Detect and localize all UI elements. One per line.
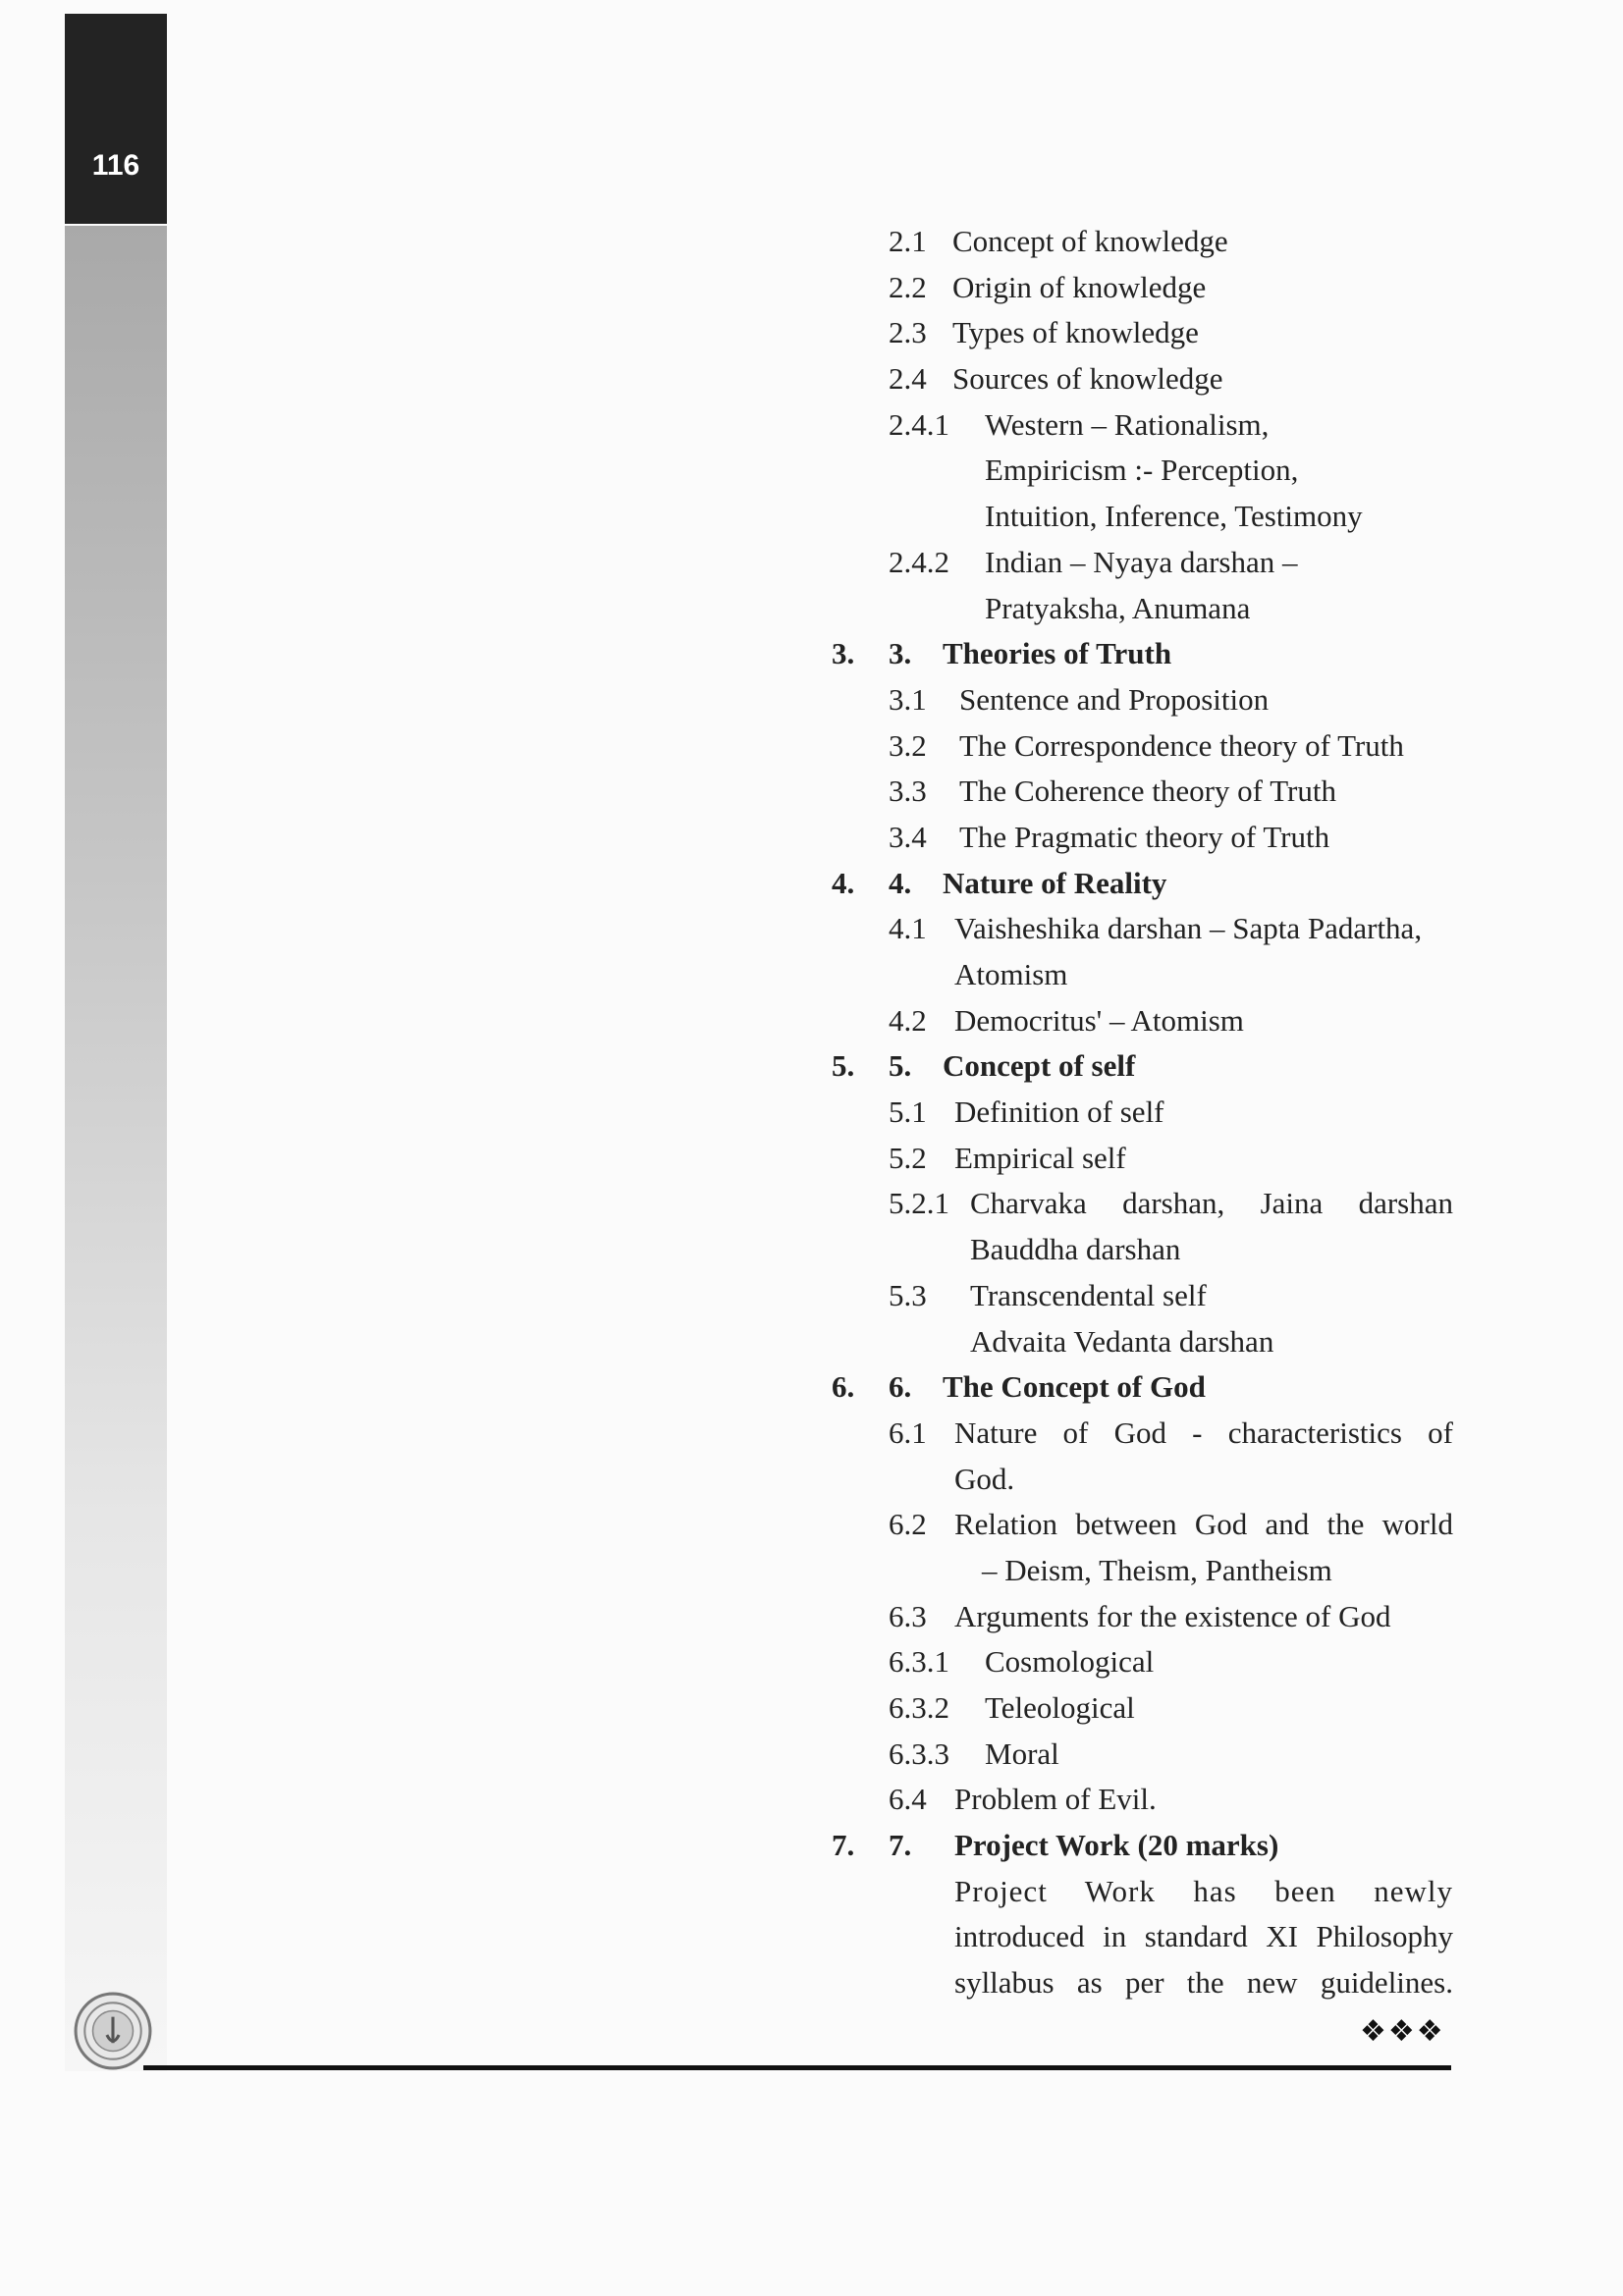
outer-number: 7.	[832, 1828, 855, 1863]
section-number: 3.	[889, 636, 912, 671]
section-number: 4.	[889, 865, 912, 900]
item-number: 5.2.1	[889, 1186, 949, 1221]
outer-number: 5.	[832, 1048, 855, 1084]
paragraph-line	[825, 1914, 1453, 1960]
list-item	[825, 1273, 1453, 1319]
syllabus-list	[825, 219, 1453, 2006]
item-text: Transcendental self	[970, 1277, 1207, 1312]
item-text: Arguments for the existence of God	[954, 1598, 1391, 1633]
section-title: The Concept of God	[943, 1369, 1206, 1405]
list-item	[825, 219, 1453, 265]
section-title: Project Work (20 marks)	[954, 1828, 1279, 1863]
item-text: God.	[954, 1461, 1015, 1496]
list-item	[825, 1411, 1453, 1457]
page-number: 116	[91, 149, 140, 182]
section-number: 7.	[889, 1828, 912, 1863]
section-heading	[825, 1364, 1453, 1411]
item-text: – Deism, Theism, Pantheism	[982, 1552, 1332, 1587]
section-title: Theories of Truth	[943, 636, 1172, 671]
outer-number: 3.	[832, 636, 855, 671]
end-ornament: ❖❖❖	[1360, 2014, 1445, 2049]
item-number: 4.1	[889, 911, 927, 946]
item-text: Cosmological	[985, 1644, 1155, 1680]
list-item-continuation	[825, 1227, 1453, 1273]
item-number: 3.3	[889, 774, 927, 809]
emblem-seal-icon	[73, 1991, 153, 2071]
list-item	[825, 1685, 1453, 1732]
item-number: 5.2	[889, 1140, 927, 1175]
section-heading	[825, 1823, 1453, 1869]
item-text: Atomism	[954, 957, 1068, 991]
item-number: 2.3	[889, 315, 927, 350]
item-text: Empirical self	[954, 1140, 1126, 1175]
list-item	[825, 998, 1453, 1044]
list-item	[825, 1777, 1453, 1823]
list-item	[825, 310, 1453, 356]
item-text: Sources of knowledge	[952, 361, 1223, 397]
list-item	[825, 769, 1453, 815]
item-text: Democritus' – Atomism	[954, 1002, 1244, 1038]
item-text: The Correspondence theory of Truth	[959, 727, 1404, 763]
item-number: 6.3.2	[889, 1690, 949, 1725]
section-title: Nature of Reality	[943, 865, 1167, 900]
section-title: Concept of self	[943, 1048, 1136, 1084]
item-number: 2.2	[889, 269, 927, 304]
item-text: Nature of God - characteristics of	[954, 1415, 1453, 1450]
item-number: 6.1	[889, 1415, 927, 1450]
item-text: Vaisheshika darshan – Sapta Padartha,	[954, 911, 1423, 946]
list-item	[825, 1732, 1453, 1778]
list-item	[825, 540, 1453, 586]
paragraph-text: Project Work has been newly	[954, 1873, 1453, 1908]
paragraph-text: introduced in standard XI Philosophy	[954, 1919, 1453, 1954]
item-text: Intuition, Inference, Testimony	[985, 499, 1363, 534]
item-text: Sentence and Proposition	[959, 681, 1270, 717]
list-item-continuation	[825, 586, 1453, 632]
list-item	[825, 265, 1453, 311]
item-text: Concept of knowledge	[952, 224, 1228, 258]
item-number: 3.2	[889, 727, 927, 763]
list-item-continuation	[825, 1457, 1453, 1503]
paragraph-text: syllabus as per the new guidelines.	[954, 1965, 1453, 2001]
item-text: Empiricism :- Perception,	[985, 453, 1299, 488]
list-item-continuation	[825, 1319, 1453, 1365]
item-number: 6.3	[889, 1598, 927, 1633]
list-item-continuation	[825, 494, 1453, 540]
item-number: 5.1	[889, 1095, 927, 1130]
section-heading	[825, 1043, 1453, 1090]
list-item	[825, 356, 1453, 402]
item-number: 3.4	[889, 819, 927, 854]
list-item	[825, 402, 1453, 449]
item-number: 6.3.1	[889, 1644, 949, 1680]
item-text: Types of knowledge	[952, 315, 1199, 350]
list-item	[825, 1639, 1453, 1685]
list-item	[825, 723, 1453, 770]
item-number: 4.2	[889, 1002, 927, 1038]
list-item	[825, 1136, 1453, 1182]
item-text: Advaita Vedanta darshan	[970, 1323, 1274, 1359]
item-text: Pratyaksha, Anumana	[985, 590, 1251, 625]
list-item-continuation	[825, 448, 1453, 494]
bottom-rule	[143, 2065, 1451, 2070]
section-number: 5.	[889, 1048, 912, 1084]
section-number: 6.	[889, 1369, 912, 1405]
item-text: The Pragmatic theory of Truth	[959, 819, 1330, 854]
item-number: 6.3.3	[889, 1735, 949, 1771]
list-item	[825, 1594, 1453, 1640]
item-text: Definition of self	[954, 1095, 1164, 1130]
item-text: Indian – Nyaya darshan –	[985, 544, 1298, 579]
item-text: Teleological	[985, 1690, 1135, 1725]
item-number: 5.3	[889, 1277, 927, 1312]
item-text: Charvaka darshan, Jaina darshan	[970, 1186, 1453, 1221]
item-number: 2.4.1	[889, 406, 949, 442]
list-item	[825, 1090, 1453, 1136]
list-item	[825, 815, 1453, 861]
section-heading	[825, 861, 1453, 907]
paragraph-line	[825, 1869, 1453, 1915]
list-item	[825, 1502, 1453, 1548]
outer-number: 4.	[832, 865, 855, 900]
item-number: 6.2	[889, 1507, 927, 1542]
item-number: 6.4	[889, 1782, 927, 1817]
side-gradient-band	[65, 226, 167, 2071]
item-text: The Coherence theory of Truth	[959, 774, 1336, 809]
page-number-tab	[65, 14, 167, 224]
outer-number: 6.	[832, 1369, 855, 1405]
list-item-continuation	[825, 952, 1453, 998]
item-text: Origin of knowledge	[952, 269, 1207, 304]
item-number: 3.1	[889, 681, 927, 717]
item-number: 2.1	[889, 224, 927, 258]
item-number: 2.4	[889, 361, 927, 397]
item-text: Bauddha darshan	[970, 1232, 1181, 1267]
list-item	[825, 906, 1453, 952]
section-heading	[825, 631, 1453, 677]
list-item-continuation	[825, 1548, 1453, 1594]
item-number: 2.4.2	[889, 544, 949, 579]
item-text: Moral	[985, 1735, 1059, 1771]
list-item	[825, 677, 1453, 723]
item-text: Problem of Evil.	[954, 1782, 1157, 1817]
item-text: Relation between God and the world	[954, 1507, 1453, 1542]
item-text: Western – Rationalism,	[985, 406, 1270, 442]
paragraph-line	[825, 1960, 1453, 2006]
list-item	[825, 1181, 1453, 1227]
